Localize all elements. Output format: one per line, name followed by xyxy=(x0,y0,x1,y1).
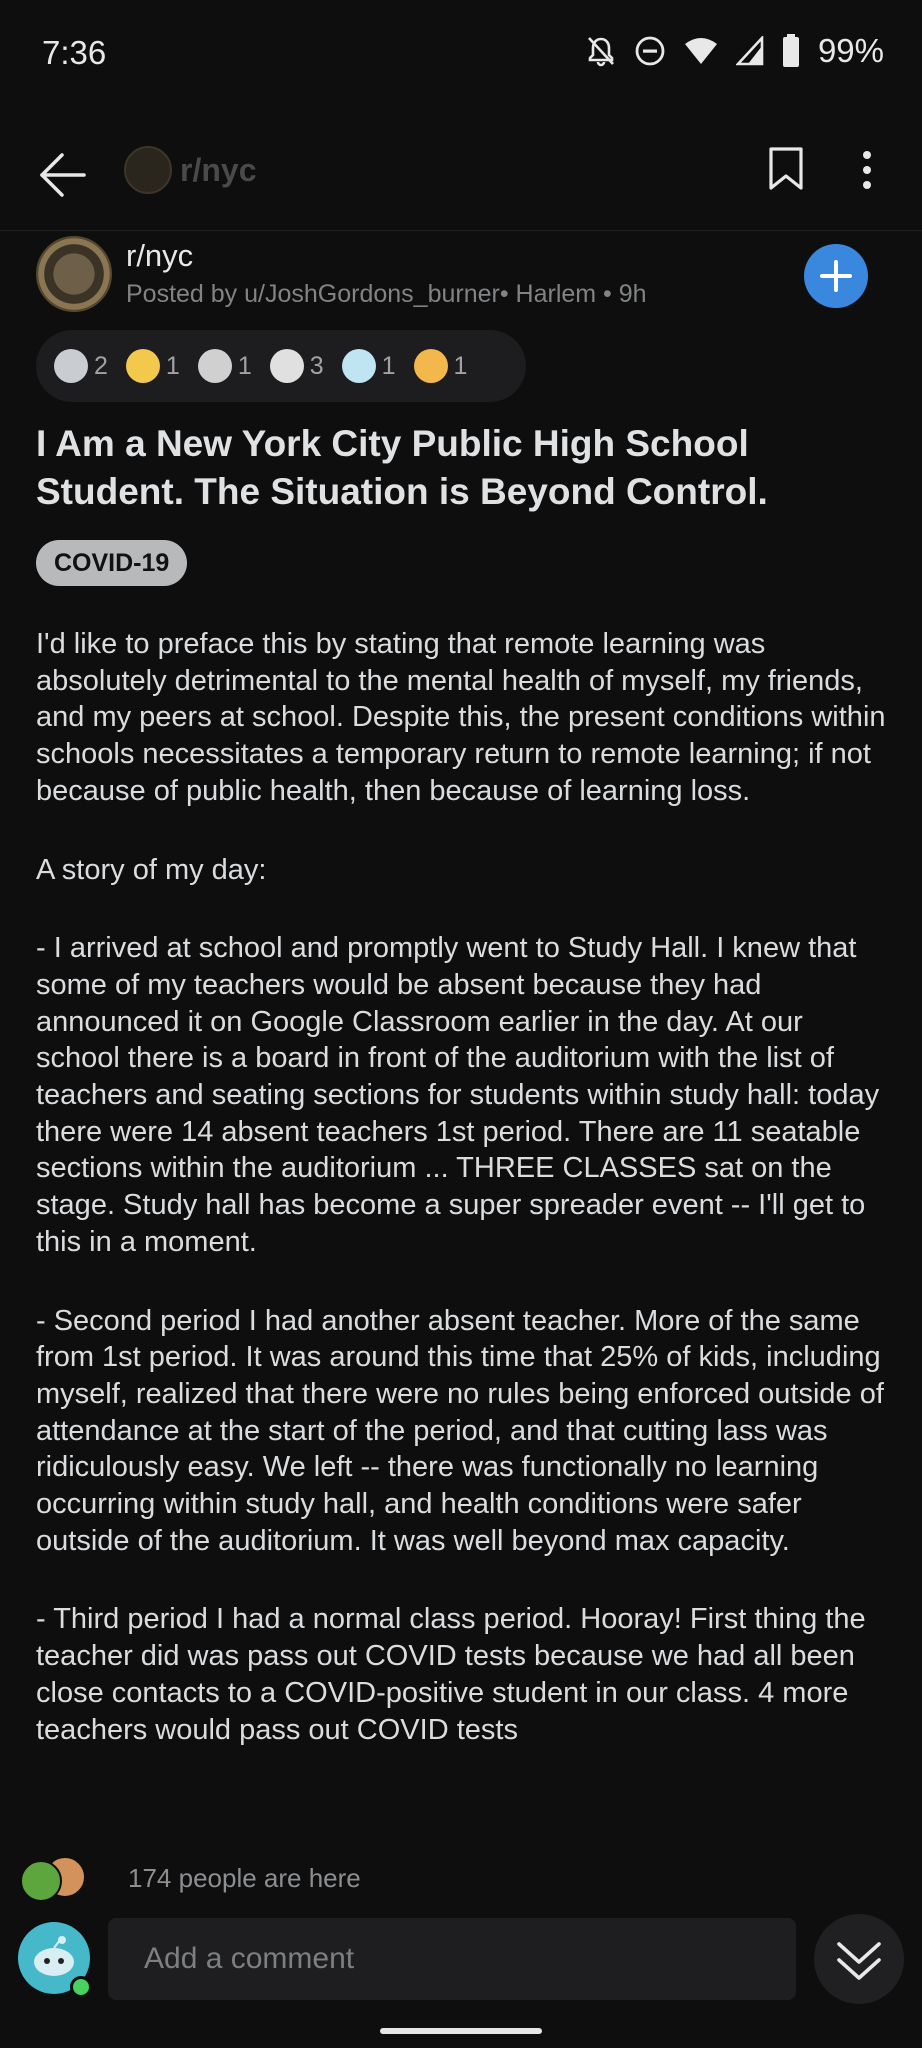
award-count: 1 xyxy=(381,351,396,380)
back-arrow-icon[interactable] xyxy=(38,150,88,200)
presence-indicator xyxy=(20,1856,361,1900)
app-bar-title: r/nyc xyxy=(180,152,257,188)
angel-award-icon xyxy=(342,349,376,383)
body-paragraph: - Third period I had a normal class period. Hooray! First thing the teacher did was pass out COVID tests because we had all been close contacts to a COVID-positive student in our class. 4 more teachers would pass out COVID tests xyxy=(36,1603,866,1746)
home-indicator[interactable] xyxy=(380,2028,542,2034)
presence-avatars xyxy=(20,1856,90,1900)
join-button[interactable] xyxy=(804,244,868,308)
subreddit-mini-avatar xyxy=(124,146,172,194)
presence-text: 174 people are here xyxy=(128,1862,361,1893)
post-header xyxy=(36,236,886,316)
award-count: 2 xyxy=(94,351,108,380)
wholesome-hug-award-icon xyxy=(198,349,232,383)
post-flair[interactable]: COVID-19 xyxy=(36,540,187,586)
mute-icon xyxy=(586,35,616,67)
double-chevron-down-icon xyxy=(814,1914,904,2004)
app-bar xyxy=(0,130,922,231)
post-title: I Am a New York City Public High School Student. The Situation is Beyond Control. xyxy=(36,423,768,512)
body-paragraph: - Second period I had another absent teacher. More of the same from 1st period. It was around this time that 25% of kids, including myself, realized that there were no rules being enforced outside of attendance at the start of the period, and that cutting lass was ridiculously easy. We left -- there was functionally no learning occurring within study hall, and health conditions were safer outside of the auditorium. It was well beyond max capacity. xyxy=(36,1304,884,1557)
subreddit-avatar[interactable] xyxy=(36,236,112,312)
status-time: 7:36 xyxy=(42,34,107,71)
award-count: 1 xyxy=(237,351,252,380)
do-not-disturb-icon xyxy=(634,35,666,67)
avatar xyxy=(20,1860,62,1902)
heart-eyes-award-icon xyxy=(414,349,448,383)
status-bar xyxy=(0,0,922,110)
award-item[interactable] xyxy=(198,349,252,383)
body-paragraph: - I arrived at school and promptly went to Study Hall. I knew that some of my teachers would be absent because they had announced it on Google Classroom earlier in the day. At our school there is a board in front of the auditorium with the list of teachers and seating sections for students within study hall: today there were 14 absent teachers 1st period. There are 11 seatable sections within the auditorium ... THREE CLASSES sat on the stage. Study hall has become a super spreader event -- I'll get to this in a moment. xyxy=(36,932,880,1258)
body-paragraph: A story of my day: xyxy=(36,853,267,886)
scroll-down-button[interactable] xyxy=(814,1914,904,2004)
online-status-dot xyxy=(70,1976,92,1998)
award-count: 1 xyxy=(453,351,468,380)
status-icons xyxy=(586,32,884,70)
award-item[interactable] xyxy=(414,349,468,383)
smile-face-award-icon xyxy=(270,349,304,383)
post-meta: Posted by u/JoshGordons_burner• Harlem • 9h xyxy=(126,280,647,308)
award-item[interactable] xyxy=(342,349,396,383)
award-item[interactable] xyxy=(270,349,324,383)
wifi-icon xyxy=(684,36,718,66)
gold-star-award-icon xyxy=(126,349,160,383)
body-paragraph: I'd like to preface this by stating that remote learning was absolutely detrimental to the mental health of myself, my friends, and my peers at school. Despite this, the present conditions within schools necessitates a temporary return to remote learning; if not because of public health, then because of learning loss. xyxy=(36,628,886,807)
more-vert-icon[interactable] xyxy=(862,150,872,190)
award-item[interactable] xyxy=(54,349,108,383)
plus-icon xyxy=(804,244,868,308)
signal-icon xyxy=(736,36,764,66)
comment-bar xyxy=(0,1906,922,2006)
subreddit-name[interactable]: r/nyc xyxy=(126,238,194,273)
comment-input[interactable] xyxy=(108,1918,796,2000)
awards-bar[interactable] xyxy=(36,330,526,402)
award-count: 3 xyxy=(309,351,324,380)
bookmark-icon[interactable] xyxy=(768,146,804,192)
post-body xyxy=(36,626,892,1790)
award-count: 1 xyxy=(165,351,180,380)
silver-coin-award-icon xyxy=(54,349,88,383)
award-item[interactable] xyxy=(126,349,180,383)
battery-percent: 99% xyxy=(817,32,884,69)
battery-icon xyxy=(782,34,800,68)
